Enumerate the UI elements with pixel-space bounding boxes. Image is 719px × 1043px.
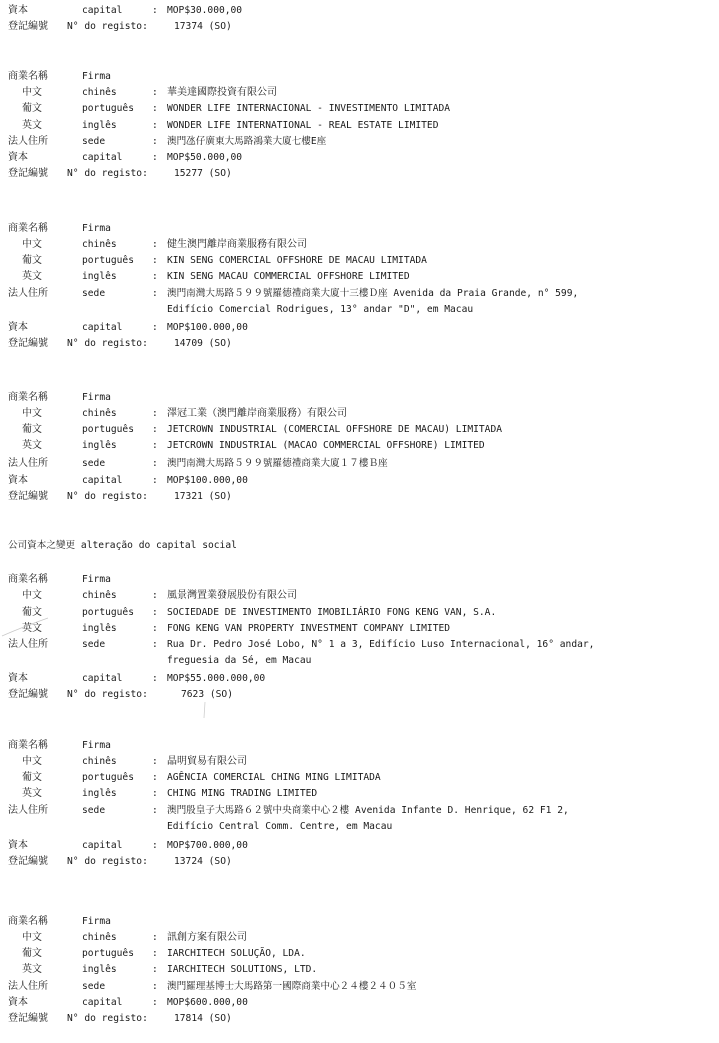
sede-label-pt: sede [82,805,106,816]
portugues-label-pt: português [82,948,134,959]
scan-mark-icon [195,700,215,724]
registo-label-zh: 登記編號 [8,856,48,867]
chines-value: 晶明貿易有限公司 [167,756,247,767]
colon: : [152,136,158,147]
sede-label-pt: sede [82,288,106,299]
colon: : [152,475,158,486]
firma-label-pt: Firma [82,392,111,403]
capital-label-zh: 資本 [8,475,28,486]
ingles-label-pt: inglês [82,120,117,131]
capital-value: MOP$30.000,00 [167,5,243,16]
colon: : [152,288,158,299]
portugues-label-zh: 葡文 [22,948,42,959]
capital-label-zh: 資本 [8,997,28,1008]
registo-label-pt: N° do registo: [67,338,148,349]
portugues-label-zh: 葡文 [22,424,42,435]
colon: : [152,981,158,992]
chines-label-zh: 中文 [22,87,42,98]
capital-label-zh: 資本 [8,152,28,163]
registo-label-zh: 登記編號 [8,491,48,502]
colon: : [152,639,158,650]
colon: : [152,152,158,163]
registo-label-pt: N° do registo: [67,21,148,32]
capital-label-pt: capital [82,475,123,486]
ingles-label-pt: inglês [82,788,117,799]
sede-label-pt: sede [82,639,106,650]
registo-value: 14709 (SO) [174,338,232,349]
portugues-label-zh: 葡文 [22,103,42,114]
colon: : [152,408,158,419]
capital-value: MOP$600.000,00 [167,997,248,1008]
firma-label-zh: 商業名稱 [8,916,48,927]
sede-label-zh: 法人住所 [8,136,48,147]
registo-value: 7623 (SO) [181,689,233,700]
ingles-label-pt: inglês [82,964,117,975]
chines-label-pt: chinês [82,408,117,419]
ingles-label-zh: 英文 [22,964,42,975]
colon: : [152,772,158,783]
chines-label-zh: 中文 [22,932,42,943]
capital-label-zh: 資本 [8,673,28,684]
portugues-value: JETCROWN INDUSTRIAL (COMERCIAL OFFSHORE DE MACAU) LIMITADA [167,424,503,435]
capital-value: MOP$50.000,00 [167,152,243,163]
colon: : [152,255,158,266]
colon: : [152,756,158,767]
colon: : [152,322,158,333]
chines-value: 華美達國際投資有限公司 [167,87,277,98]
colon: : [152,932,158,943]
colon: : [152,120,158,131]
capital-label-pt: capital [82,152,123,163]
sede-value-line2: freguesia da Sé, em Macau [167,655,312,666]
ingles-label-pt: inglês [82,440,117,451]
section-heading: 公司資本之變更 alteração do capital social [8,540,237,551]
sede-label-zh: 法人住所 [8,639,48,650]
sede-value: 澳門南灣大馬路５９９號羅德禮商業大廈１７樓Ｂ座 [167,458,388,469]
ingles-label-zh: 英文 [22,788,42,799]
firma-label-zh: 商業名稱 [8,392,48,403]
portugues-label-pt: português [82,424,134,435]
capital-label-zh: 資本 [8,5,28,16]
capital-label-pt: capital [82,840,123,851]
portugues-value: SOCIEDADE DE INVESTIMENTO IMOBILIÁRIO FONG KENG VAN, S.A. [167,607,497,618]
chines-label-zh: 中文 [22,756,42,767]
portugues-label-pt: português [82,103,134,114]
registo-label-pt: N° do registo: [67,491,148,502]
chines-label-pt: chinês [82,239,117,250]
registo-value: 15277 (SO) [174,168,232,179]
ingles-value: FONG KENG VAN PROPERTY INVESTMENT COMPANY LIMITED [167,623,451,634]
colon: : [152,87,158,98]
registo-label-zh: 登記編號 [8,168,48,179]
colon: : [152,997,158,1008]
portugues-value: AGÊNCIA COMERCIAL CHING MING LIMITADA [167,772,381,783]
colon: : [152,840,158,851]
ingles-label-zh: 英文 [22,440,42,451]
scan-mark-icon [0,600,60,640]
portugues-label-pt: português [82,607,134,618]
chines-label-pt: chinês [82,87,117,98]
registo-label-zh: 登記編號 [8,338,48,349]
ingles-label-zh: 英文 [22,120,42,131]
sede-value-line2: Edifício Central Comm. Centre, em Macau [167,821,393,832]
registo-label-pt: N° do registo: [67,168,148,179]
portugues-label-pt: português [82,772,134,783]
sede-label-pt: sede [82,458,106,469]
capital-label-zh: 資本 [8,322,28,333]
registo-label-zh: 登記編號 [8,21,48,32]
firma-label-pt: Firma [82,740,111,751]
capital-label-pt: capital [82,997,123,1008]
colon: : [152,458,158,469]
sede-value: 澳門南灣大馬路５９９號羅德禮商業大廈十三樓Ｄ座 Avenida da Praia Grande, n° 599, [167,288,579,299]
registo-value: 17814 (SO) [174,1013,232,1024]
registo-label-pt: N° do registo: [67,689,148,700]
registo-value: 17321 (SO) [174,491,232,502]
ingles-label-pt: inglês [82,623,117,634]
ingles-value: WONDER LIFE INTERNATIONAL - REAL ESTATE LIMITED [167,120,439,131]
sede-value: 澳門氹仔廣東大馬路鴻業大廈七樓E座 [167,136,327,147]
ingles-value: CHING MING TRADING LIMITED [167,788,318,799]
registo-label-pt: N° do registo: [67,856,148,867]
chines-label-pt: chinês [82,932,117,943]
colon: : [152,440,158,451]
chines-value: 健生澳門離岸商業服務有限公司 [167,239,307,250]
firma-label-zh: 商業名稱 [8,223,48,234]
firma-label-pt: Firma [82,223,111,234]
colon: : [152,103,158,114]
capital-label-pt: capital [82,322,123,333]
sede-value: 澳門羅理基博士大馬路第一國際商業中心２４樓２４０５室 [167,981,417,992]
chines-value: 訊創方案有限公司 [167,932,247,943]
firma-label-zh: 商業名稱 [8,574,48,585]
ingles-value: IARCHITECH SOLUTIONS, LTD. [167,964,318,975]
portugues-label-zh: 葡文 [22,772,42,783]
sede-label-zh: 法人住所 [8,981,48,992]
colon: : [152,5,158,16]
sede-label-zh: 法人住所 [8,288,48,299]
colon: : [152,239,158,250]
capital-label-zh: 資本 [8,840,28,851]
firma-label-zh: 商業名稱 [8,71,48,82]
sede-value-line2: Edifício Comercial Rodrigues, 13° andar "D", em Macau [167,304,474,315]
registo-label-pt: N° do registo: [67,1013,148,1024]
chines-label-pt: chinês [82,756,117,767]
colon: : [152,805,158,816]
sede-value: Rua Dr. Pedro José Lobo, N° 1 a 3, Edifício Luso Internacional, 16° andar, [167,639,595,650]
colon: : [152,673,158,684]
colon: : [152,948,158,959]
portugues-value: KIN SENG COMERCIAL OFFSHORE DE MACAU LIMITADA [167,255,427,266]
portugues-value: WONDER LIFE INTERNACIONAL - INVESTIMENTO LIMITADA [167,103,451,114]
chines-label-zh: 中文 [22,239,42,250]
registo-label-zh: 登記編號 [8,689,48,700]
capital-label-pt: capital [82,673,123,684]
chines-value: 風景灣置業發展股份有限公司 [167,590,297,601]
portugues-label-zh: 葡文 [22,255,42,266]
registo-value: 13724 (SO) [174,856,232,867]
sede-value: 澳門殷皇子大馬路６２號中央商業中心２樓 Avenida Infante D. Henrique, 62 F1 2, [167,805,569,816]
capital-value: MOP$100.000,00 [167,475,248,486]
sede-label-pt: sede [82,136,106,147]
registo-value: 17374 (SO) [174,21,232,32]
chines-label-zh: 中文 [22,590,42,601]
colon: : [152,271,158,282]
ingles-label-zh: 英文 [22,623,42,634]
capital-value: MOP$55.000.000,00 [167,673,266,684]
ingles-label-zh: 英文 [22,271,42,282]
colon: : [152,788,158,799]
capital-value: MOP$700.000,00 [167,840,248,851]
capital-value: MOP$100.000,00 [167,322,248,333]
sede-label-zh: 法人住所 [8,458,48,469]
sede-label-zh: 法人住所 [8,805,48,816]
firma-label-pt: Firma [82,574,111,585]
firma-label-zh: 商業名稱 [8,740,48,751]
colon: : [152,964,158,975]
colon: : [152,607,158,618]
colon: : [152,590,158,601]
chines-label-zh: 中文 [22,408,42,419]
portugues-label-zh: 葡文 [22,607,42,618]
firma-label-pt: Firma [82,71,111,82]
firma-label-pt: Firma [82,916,111,927]
capital-label-pt: capital [82,5,123,16]
chines-value: 澤冠工業（澳門離岸商業服務）有限公司 [167,408,347,419]
colon: : [152,623,158,634]
ingles-label-pt: inglês [82,271,117,282]
ingles-value: KIN SENG MACAU COMMERCIAL OFFSHORE LIMITED [167,271,410,282]
ingles-value: JETCROWN INDUSTRIAL (MACAO COMMERCIAL OFFSHORE) LIMITED [167,440,485,451]
colon: : [152,424,158,435]
portugues-label-pt: português [82,255,134,266]
registo-label-zh: 登記編號 [8,1013,48,1024]
chines-label-pt: chinês [82,590,117,601]
sede-label-pt: sede [82,981,106,992]
portugues-value: IARCHITECH SOLUÇÃO, LDA. [167,948,306,959]
